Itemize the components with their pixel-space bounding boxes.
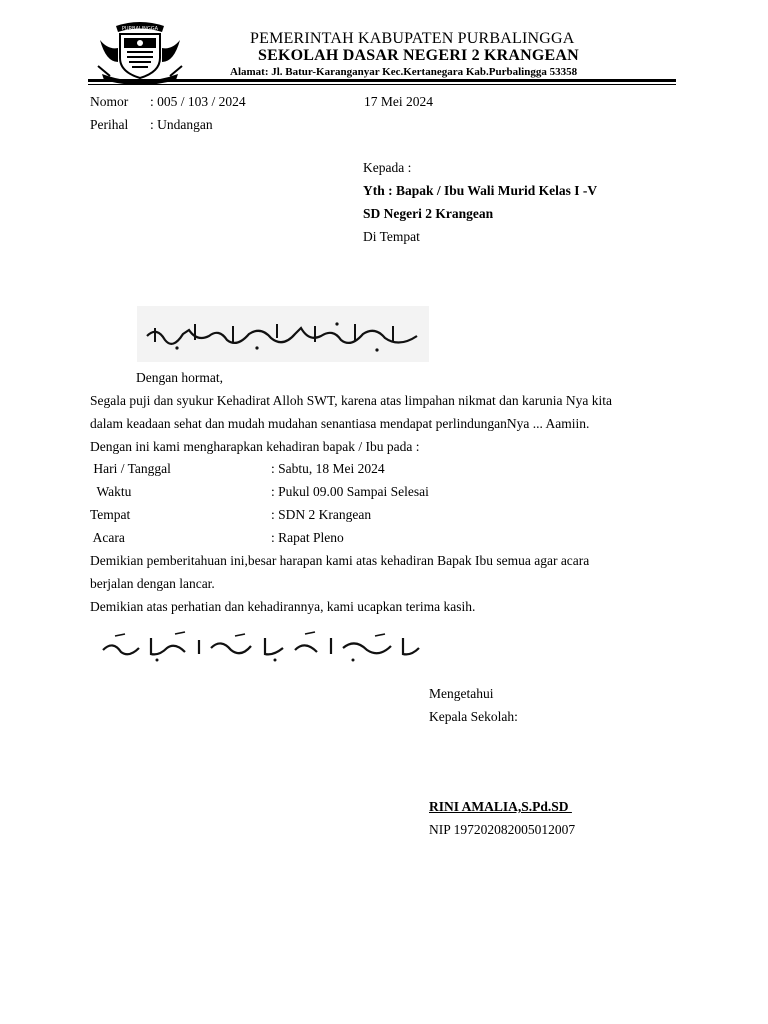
school-name: SEKOLAH DASAR NEGERI 2 KRANGEAN <box>258 47 579 64</box>
detail-value-waktu: : Pukul 09.00 Sampai Selesai <box>271 484 429 499</box>
closing-line: Demikian pemberitahuan ini,besar harapan kami atas kehadiran Bapak Ibu semua agar acara <box>90 553 590 568</box>
salutation: Dengan hormat, <box>136 370 223 385</box>
letter-date: 17 Mei 2024 <box>364 94 433 109</box>
recipient-school: SD Negeri 2 Krangean <box>363 206 494 221</box>
logo-banner-text: PURBALINGGA <box>121 26 159 32</box>
detail-value-hari: : Sabtu, 18 Mei 2024 <box>271 461 385 476</box>
opening-arabic-greeting <box>137 306 429 362</box>
header-rule-thin <box>88 84 676 85</box>
signature-mengetahui: Mengetahui <box>429 686 494 701</box>
nomor-value: : 005 / 103 / 2024 <box>150 94 246 109</box>
kepada-label: Kepada : <box>363 160 412 175</box>
perihal-value: : Undangan <box>150 117 213 132</box>
detail-value-acara: : Rapat Pleno <box>271 530 344 545</box>
closing-arabic-greeting <box>95 628 427 664</box>
nomor-label: Nomor <box>90 94 129 109</box>
government-name: PEMERINTAH KABUPATEN PURBALINGGA <box>250 30 575 47</box>
invitation-intro: Dengan ini kami mengharapkan kehadiran bapak / Ibu pada : <box>90 439 420 454</box>
school-address: Alamat: Jl. Batur-Karanganyar Kec.Kertanegara Kab.Purbalingga 53358 <box>230 66 578 78</box>
detail-label-hari: Hari / Tanggal <box>90 461 171 476</box>
detail-label-tempat: Tempat <box>90 507 131 522</box>
body-paragraph-line: dalam keadaan sehat dan mudah mudahan senantiasa mendapat perlindunganNya ... Aamiin. <box>90 416 590 431</box>
signature-role: Kepala Sekolah: <box>429 709 518 724</box>
recipient-place: Di Tempat <box>363 229 420 244</box>
detail-label-waktu: Waktu <box>90 484 132 499</box>
regency-logo <box>94 18 186 86</box>
header-rule-thick <box>88 79 676 82</box>
perihal-label: Perihal <box>90 117 129 132</box>
closing-line: berjalan dengan lancar. <box>90 576 215 591</box>
body-paragraph-line: Segala puji dan syukur Kehadirat Alloh SWT, karena atas limpahan nikmat dan karunia Nya kita <box>90 393 612 408</box>
signatory-name: RINI AMALIA,S.Pd.SD <box>429 799 572 814</box>
detail-label-acara: Acara <box>90 530 125 545</box>
recipient-yth: Yth : Bapak / Ibu Wali Murid Kelas I -V <box>363 183 598 198</box>
detail-value-tempat: : SDN 2 Krangean <box>271 507 372 522</box>
signatory-nip: NIP 197202082005012007 <box>429 822 576 837</box>
closing-thanks: Demikian atas perhatian dan kehadirannya, kami ucapkan terima kasih. <box>90 599 476 614</box>
